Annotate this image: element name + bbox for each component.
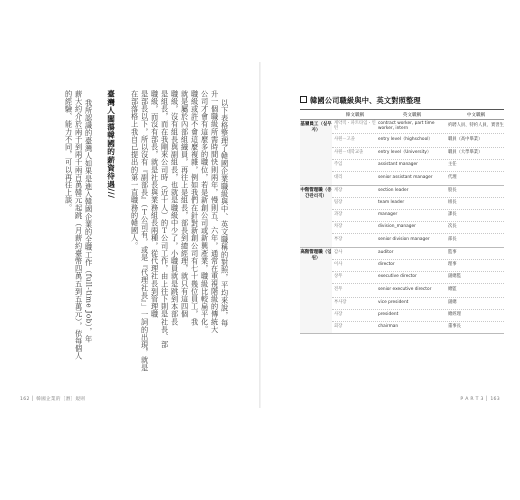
cell-korean: 사원－고졸: [334, 137, 355, 143]
cell-korean: 차장: [334, 224, 343, 230]
cell-korean: 부사장: [334, 300, 347, 306]
cell-english: senior division manager: [378, 237, 430, 243]
table-group: [300, 186, 504, 248]
cell-english: entry level（University）: [378, 150, 432, 156]
table-row: [332, 210, 504, 222]
text-column: 以下表格整理了韓國企業職級與中、英文職稱的對照，平均來說，每: [220, 99, 230, 327]
cell-chinese: 副總監: [448, 274, 461, 280]
cell-english: manager: [378, 212, 398, 218]
text-column: 是組長，而在我剛來公司時（近十人）的Ｔ公司工作，由上往下則是社長、部: [160, 90, 170, 349]
page-folio: P A R T 3 │ 163: [460, 397, 500, 402]
group-category: 中階管理職（중간관리직）: [300, 186, 332, 247]
cell-english: president: [378, 312, 399, 318]
rank-table: [300, 109, 504, 334]
section-heading: 臺灣人闖蕩韓國的薪資待遇///: [106, 90, 116, 199]
cell-english: entry level（highschool）: [378, 137, 433, 143]
text-column: 薪大約介於兩千到兩千兩百萬韓元起跳（月薪約臺幣四萬五到五萬元），依每個人: [74, 90, 84, 360]
table-row: [332, 298, 504, 310]
cell-chinese: 董事長: [448, 324, 461, 330]
page-folio: 162 │ 韓國企業的［潛］規則: [20, 397, 86, 402]
text-column: 公司才會有這麼多的職位，若是新創公司或新興產業，職級比較扁平化。: [200, 90, 210, 334]
cell-korean: 주임: [334, 162, 343, 168]
cell-korean: 감사: [334, 250, 343, 256]
cell-english: contract worker, part time worker, intern: [378, 120, 435, 131]
text-column: 職級，沒有組長與副組長，也就是職級中少了，小職員就是跳到本部長: [170, 90, 180, 326]
group-category: 基層員工（실무자）: [300, 120, 332, 185]
table-row: [332, 186, 504, 198]
table-row: [332, 134, 504, 148]
text-column: 職級或許不會這麼複雜，例如我們在針對新創公司有七十幾位員工，我: [190, 90, 200, 326]
cell-english: executive director: [378, 274, 417, 280]
table-row: [332, 222, 504, 234]
cell-korean: 계장: [334, 188, 343, 194]
left-page: [8, 62, 260, 408]
text-column: 職級，而沒有部長，就是社長與業務組長兩種，從代理社長到管理職: [150, 90, 160, 318]
table-row: [332, 260, 504, 272]
table-row: [332, 310, 504, 322]
group-category: 高階管理職（임원）: [300, 248, 332, 333]
table-row: [332, 120, 504, 134]
table-row: [332, 198, 504, 210]
cell-english: vice president: [378, 300, 409, 306]
cell-chinese: 職員（高中畢業）: [448, 137, 483, 143]
cell-chinese: 次長: [448, 224, 457, 230]
cell-korean: 과장: [334, 212, 343, 218]
cell-chinese: 主任: [448, 162, 457, 168]
checkbox-square-icon: [300, 96, 307, 103]
table-title: [300, 96, 421, 106]
cell-english: chairman: [378, 324, 399, 330]
text-column: 就是屬於內部組織員，再往上是組長，部長到總經理，就只有這四個: [180, 90, 190, 318]
cell-chinese: 部長: [448, 237, 457, 243]
cell-korean: 이사: [334, 262, 343, 268]
cell-korean: 사원－대학교졸: [334, 150, 364, 156]
cell-english: team leader: [378, 200, 405, 206]
header-korean: 韓文職稱: [345, 112, 365, 118]
cell-korean: 사장: [334, 312, 343, 318]
text-column: 我所認識的臺灣人如果是進入韓國企業的全職工作（full-time Job），年: [84, 99, 94, 343]
text-column: 的經驗、能力不同，可以再往上談。: [64, 90, 74, 212]
cell-chinese: 總監: [448, 287, 457, 293]
header-chinese: 中文職稱: [466, 112, 486, 118]
header-english: 英文職稱: [402, 112, 422, 118]
cell-chinese: 理事: [448, 262, 457, 268]
cell-chinese: 約聘人員、特約人員、實習生: [448, 123, 504, 129]
cell-english: section leader: [378, 188, 409, 194]
cell-chinese: 副總: [448, 300, 457, 306]
cell-chinese: 代理: [448, 175, 457, 181]
cell-chinese: 職員（大學畢業）: [448, 150, 483, 156]
cell-english: auditor: [378, 250, 394, 256]
cell-korean: 부장: [334, 237, 343, 243]
cell-korean: 상무: [334, 274, 343, 280]
cell-chinese: 監事: [448, 250, 457, 256]
text-column: 在部落格上我自己提出的第一直職務的韓國人。: [130, 90, 140, 250]
table-row: [332, 248, 504, 260]
table-group: [300, 248, 504, 334]
cell-korean: 회장: [334, 324, 343, 330]
table-row: [332, 284, 504, 298]
text-column: 升一個職級所需時間快則兩年，慢則五、六年，通常在重視階級的傳統大: [210, 90, 220, 334]
cell-english: division_manager: [378, 224, 416, 230]
right-page: [260, 62, 512, 408]
cell-english: assistant manager: [378, 162, 418, 168]
table-row: [332, 172, 504, 185]
cell-chinese: 股長: [448, 188, 457, 194]
cell-korean: 팀장: [334, 200, 343, 206]
text-column: 是部長以下，所以沒有『副部長』（Ｔ公司有，或是『代理社長』」一詞的出現，就是: [140, 90, 150, 372]
cell-english: senior executive director: [378, 287, 432, 293]
table-row: [332, 234, 504, 247]
cell-korean: 대리: [334, 175, 343, 181]
book-spread: [8, 62, 512, 408]
cell-korean: 계약직・파트타임・인턴: [334, 120, 376, 131]
cell-english: senior assistant manager: [378, 175, 433, 181]
cell-korean: 전무: [334, 287, 343, 293]
cell-chinese: 總經理: [448, 312, 461, 318]
table-row: [332, 148, 504, 160]
table-title-text: 韓國公司職級與中、英文對照整理: [310, 96, 421, 105]
cell-chinese: 組長: [448, 200, 457, 206]
table-group: [300, 120, 504, 186]
table-row: [332, 272, 504, 284]
cell-chinese: 課長: [448, 212, 457, 218]
table-row: [332, 160, 504, 172]
table-header-row: [300, 110, 504, 120]
table-row: [332, 322, 504, 333]
cell-english: director: [378, 262, 395, 268]
